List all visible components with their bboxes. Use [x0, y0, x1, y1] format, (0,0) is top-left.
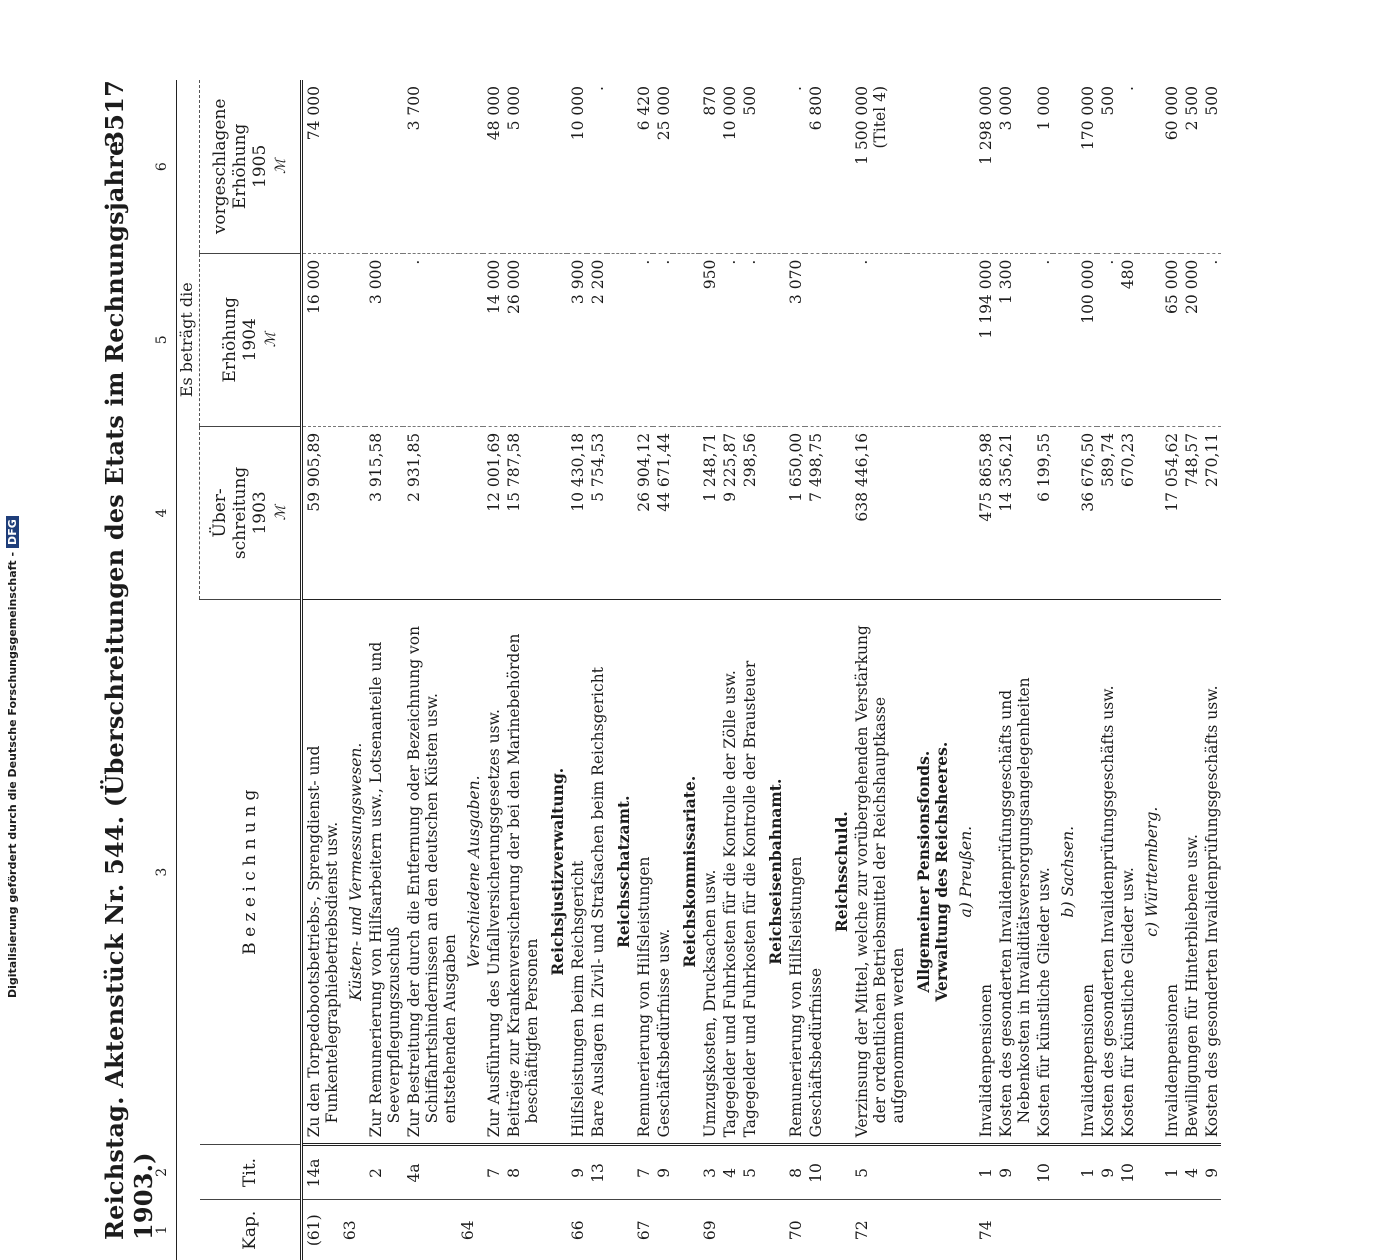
- tit-cell: 8: [503, 1145, 541, 1200]
- table-row: [699, 80, 719, 1260]
- kap-cell: [403, 1200, 459, 1260]
- ueberschreitung-1903-cell: [541, 426, 567, 599]
- erhoehung-1905-cell: [1053, 80, 1077, 253]
- kap-cell: [759, 1200, 785, 1260]
- bezeichnung-cell: Verschiedene Ausgaben.: [459, 599, 483, 1144]
- kap-cell: 63: [341, 1200, 365, 1260]
- erhoehung-1905-cell: [541, 80, 567, 253]
- tit-cell: [951, 1145, 975, 1200]
- erhoehung-1905-cell: 10 000: [567, 80, 587, 253]
- erhoehung-1905-cell: 48 000: [483, 80, 503, 253]
- ueberschreitung-1903-cell: 475 865,98: [975, 426, 995, 599]
- kap-cell: (61): [302, 1200, 342, 1260]
- table-row: [403, 80, 459, 1260]
- kap-cell: [503, 1200, 541, 1260]
- kap-header: Kap.: [200, 1200, 302, 1260]
- kap-cell: [825, 1200, 851, 1260]
- kap-cell: [907, 1200, 951, 1260]
- kap-cell: [1201, 1200, 1221, 1260]
- bezeichnung-cell: Allgemeiner Pensionsfonds. Verwaltung des Reichsheeres.: [907, 599, 951, 1144]
- column-number-row: [150, 80, 177, 1260]
- ueberschreitung-1903-cell: 14 356,21: [995, 426, 1033, 599]
- tit-cell: 10: [1033, 1145, 1053, 1200]
- bezeichnung-cell: Kosten für künstliche Glieder usw.: [1117, 599, 1137, 1144]
- tit-cell: 7: [633, 1145, 653, 1200]
- kap-cell: [673, 1200, 699, 1260]
- bezeichnung-cell: Zur Bestreitung der durch die Entfernung oder Bezeichnung von Schiffahrtshindernissen an den deutschen Küsten usw. entstehenden Ausgaben: [403, 599, 459, 1144]
- erhoehung-1905-cell: 10 000: [719, 80, 739, 253]
- table-row: [995, 80, 1033, 1260]
- bezeichnung-cell: a) Preußen.: [951, 599, 975, 1144]
- bezeichnung-cell: Reichskommissariate.: [673, 599, 699, 1144]
- table-row: [825, 80, 851, 1260]
- erhoehung-1904-cell: 3 000: [365, 253, 403, 426]
- table-row: [1053, 80, 1077, 1260]
- table-row: [759, 80, 785, 1260]
- erhoehung-1904-cell: [825, 253, 851, 426]
- ueberschreitung-1903-cell: 7 498,75: [805, 426, 825, 599]
- kap-cell: [483, 1200, 503, 1260]
- tit-cell: 5: [739, 1145, 759, 1200]
- erhoehung-1904-cell: 2 200: [587, 253, 607, 426]
- erhoehung-1905-cell: 2 500: [1181, 80, 1201, 253]
- bezeichnung-cell: Geschäftsbedürfnisse usw.: [653, 599, 673, 1144]
- bezeichnung-cell: Hilfsleistungen beim Reichsgericht: [567, 599, 587, 1144]
- ueberschreitung-1903-cell: 6 199,55: [1033, 426, 1053, 599]
- erhoehung-1904-cell: [907, 253, 951, 426]
- erhoehung-1905-cell: .: [785, 80, 805, 253]
- ueberschreitung-1903-cell: 44 671,44: [653, 426, 673, 599]
- credit-text: Digitalisierung gefördert durch die Deutsche Forschungsgemeinschaft -: [6, 551, 19, 998]
- erhoehung-1905-cell: [341, 80, 365, 253]
- bezeichnung-cell: Küsten- und Vermessungswesen.: [341, 599, 365, 1144]
- column-number: 1: [150, 1200, 177, 1260]
- erhoehung-1905-cell: 60 000: [1161, 80, 1181, 253]
- erhoehung-1904-cell: .: [403, 253, 459, 426]
- table-row: [341, 80, 365, 1260]
- ueberschreitung-1903-cell: 1 650,00: [785, 426, 805, 599]
- ueberschreitung-1903-cell: 1 248,71: [699, 426, 719, 599]
- column-number: 6: [150, 80, 177, 253]
- bezeichnung-cell: Reichsschatzamt.: [607, 599, 633, 1144]
- kap-cell: 72: [851, 1200, 907, 1260]
- kap-cell: [365, 1200, 403, 1260]
- tit-cell: [759, 1145, 785, 1200]
- tit-cell: [1053, 1145, 1077, 1200]
- ueberschreitung-1903-cell: 10 430,18: [567, 426, 587, 599]
- bezeichnung-cell: Beiträge zur Krankenversicherung der bei den Marinebehörden beschäftigten Personen: [503, 599, 541, 1144]
- erhoehung-1904-cell: .: [633, 253, 653, 426]
- kap-cell: [653, 1200, 673, 1260]
- erhoehung-1904-cell: 16 000: [302, 253, 342, 426]
- table-row: [503, 80, 541, 1260]
- erhoehung-1905-cell: 6 420: [633, 80, 653, 253]
- mark-unit: ℳ: [263, 332, 279, 348]
- ueberschreitung-header: [200, 426, 302, 599]
- erhoehung-1905-cell: 5 000: [503, 80, 541, 253]
- tit-cell: [825, 1145, 851, 1200]
- table-row: [673, 80, 699, 1260]
- page-number: 3517: [100, 80, 129, 148]
- kap-cell: 67: [633, 1200, 653, 1260]
- erhoehung-1904-cell: .: [653, 253, 673, 426]
- ueberschreitung-1903-cell: 26 904,12: [633, 426, 653, 599]
- tit-cell: [607, 1145, 633, 1200]
- erhoehung-1904-cell: 20 000: [1181, 253, 1201, 426]
- column-number: 5: [150, 253, 177, 426]
- bezeichnung-cell: Zur Remunerierung von Hilfsarbeitern usw., Lotsenanteile und Seeverpflegungszuschuß: [365, 599, 403, 1144]
- kap-cell: [739, 1200, 759, 1260]
- table-row: [739, 80, 759, 1260]
- erhoehung-1905-cell: [459, 80, 483, 253]
- bezeichnung-cell: c) Württemberg.: [1137, 599, 1161, 1144]
- kap-cell: 70: [785, 1200, 805, 1260]
- table-row: [1201, 80, 1221, 1260]
- erhoehung-1904-cell: [341, 253, 365, 426]
- kap-cell: [1117, 1200, 1137, 1260]
- erhoehung-1904-cell: .: [739, 253, 759, 426]
- tit-cell: 5: [851, 1145, 907, 1200]
- header-title: Reichstag. Aktenstück Nr. 544. (Überschreitungen des Etats im Rechnungsjahre 1903.): [100, 140, 158, 1240]
- bezeichnung-cell: Kosten des gesonderten Invalidenprüfungsgeschäfts usw.: [1097, 599, 1117, 1144]
- kap-cell: 74: [975, 1200, 995, 1260]
- erhoehung-1904-cell: 3 070: [785, 253, 805, 426]
- bezeichnung-cell: Kosten des gesonderten Invalidenprüfungsgeschäfts usw.: [1201, 599, 1221, 1144]
- erhoehung-1905-cell: 1 000: [1033, 80, 1053, 253]
- tit-cell: 13: [587, 1145, 607, 1200]
- erhoehung-1905-cell: [907, 80, 951, 253]
- ueberschreitung-1903-cell: 298,56: [739, 426, 759, 599]
- erhoehung-1905-cell: [673, 80, 699, 253]
- table-row: [633, 80, 653, 1260]
- kap-cell: [1137, 1200, 1161, 1260]
- table-row: [653, 80, 673, 1260]
- ueberschreitung-1903-cell: [673, 426, 699, 599]
- erhoehung-1904-cell: [1053, 253, 1077, 426]
- ueberschreitung-1903-cell: [907, 426, 951, 599]
- kap-cell: [995, 1200, 1033, 1260]
- tit-header: Tit.: [200, 1145, 302, 1200]
- ueberschreitung-1903-cell: 670,23: [1117, 426, 1137, 599]
- erhoehung-1905-cell: [759, 80, 785, 253]
- erhoehung-1905-label: vorgeschlagene Erhöhung 1905: [210, 98, 270, 235]
- tit-cell: 7: [483, 1145, 503, 1200]
- erhoehung-1904-cell: [673, 253, 699, 426]
- tit-cell: 4: [1181, 1145, 1201, 1200]
- erhoehung-1905-cell: 870: [699, 80, 719, 253]
- table-row: [1161, 80, 1181, 1260]
- tit-cell: 8: [785, 1145, 805, 1200]
- bezeichnung-cell: Invalidenpensionen: [1161, 599, 1181, 1144]
- table-row: [567, 80, 587, 1260]
- bezeichnung-cell: Kosten des gesonderten Invalidenprüfungsgeschäfts und Nebenkosten in Invaliditätsversorgungsangelegenheiten: [995, 599, 1033, 1144]
- ueberschreitung-1903-cell: 3 915,58: [365, 426, 403, 599]
- bezeichnung-cell: Verzinsung der Mittel, welche zur vorübergehenden Verstärkung der ordentlichen Betriebsmittel der Reichshauptkasse aufgenommen werden: [851, 599, 907, 1144]
- table-row: [851, 80, 907, 1260]
- mark-unit: ℳ: [273, 505, 289, 521]
- table-row: [1033, 80, 1053, 1260]
- bezeichnung-cell: Invalidenpensionen: [975, 599, 995, 1144]
- column-number: 3: [150, 599, 177, 1144]
- bezeichnung-cell: Bewilligungen für Hinterbliebene usw.: [1181, 599, 1201, 1144]
- kap-cell: 64: [459, 1200, 483, 1260]
- ueberschreitung-1903-cell: 59 905,89: [302, 426, 342, 599]
- kap-cell: [719, 1200, 739, 1260]
- kap-cell: [607, 1200, 633, 1260]
- erhoehung-1904-cell: 3 900: [567, 253, 587, 426]
- erhoehung-1905-cell: [825, 80, 851, 253]
- erhoehung-1905-cell: [365, 80, 403, 253]
- tit-cell: 9: [995, 1145, 1033, 1200]
- bezeichnung-cell: Invalidenpensionen: [1077, 599, 1097, 1144]
- table-row: [1097, 80, 1117, 1260]
- kap-cell: [1077, 1200, 1097, 1260]
- kap-cell: [1181, 1200, 1201, 1260]
- column-label-row: [200, 80, 302, 1260]
- kap-cell: [951, 1200, 975, 1260]
- erhoehung-1905-cell: [1137, 80, 1161, 253]
- ueberschreitung-1903-cell: [1137, 426, 1161, 599]
- table-row: [719, 80, 739, 1260]
- erhoehung-1905-cell: 6 800: [805, 80, 825, 253]
- column-number: 4: [150, 426, 177, 599]
- table-row: [1181, 80, 1201, 1260]
- table-row: [975, 80, 995, 1260]
- erhoehung-1905-cell: [951, 80, 975, 253]
- tit-cell: 9: [653, 1145, 673, 1200]
- ueberschreitung-1903-cell: 2 931,85: [403, 426, 459, 599]
- tit-cell: 1: [1161, 1145, 1181, 1200]
- erhoehung-1904-cell: 14 000: [483, 253, 503, 426]
- document-page: [80, 80, 1310, 1260]
- ueberschreitung-1903-cell: 15 787,58: [503, 426, 541, 599]
- erhoehung-1904-label: Erhöhung 1904: [220, 297, 260, 383]
- erhoehung-1904-cell: 26 000: [503, 253, 541, 426]
- kap-cell: [587, 1200, 607, 1260]
- table-row: [1137, 80, 1161, 1260]
- erhoehung-1905-cell: 25 000: [653, 80, 673, 253]
- table-row: [607, 80, 633, 1260]
- erhoehung-1904-cell: [607, 253, 633, 426]
- tit-cell: 1: [975, 1145, 995, 1200]
- table-row: [483, 80, 503, 1260]
- erhoehung-1904-cell: [951, 253, 975, 426]
- bezeichnung-header: B e z e i c h n u n g: [200, 599, 302, 1144]
- kap-cell: [1053, 1200, 1077, 1260]
- erhoehung-1904-cell: [805, 253, 825, 426]
- ueberschreitung-1903-cell: 748,57: [1181, 426, 1201, 599]
- bezeichnung-cell: Tagegelder und Fuhrkosten für die Kontrolle der Zölle usw.: [719, 599, 739, 1144]
- table-row: [541, 80, 567, 1260]
- erhoehung-1905-cell: 1 500 000 (Titel 4): [851, 80, 907, 253]
- kap-cell: 66: [567, 1200, 587, 1260]
- bezeichnung-cell: Kosten für künstliche Glieder usw.: [1033, 599, 1053, 1144]
- tit-cell: 10: [1117, 1145, 1137, 1200]
- ueberschreitung-1903-cell: 9 225,87: [719, 426, 739, 599]
- bezeichnung-cell: Reichsschuld.: [825, 599, 851, 1144]
- tit-cell: [1137, 1145, 1161, 1200]
- tit-cell: [907, 1145, 951, 1200]
- erhoehung-1905-cell: 74 000: [302, 80, 342, 253]
- tit-cell: 9: [1201, 1145, 1221, 1200]
- erhoehung-1904-cell: 100 000: [1077, 253, 1097, 426]
- tit-cell: [673, 1145, 699, 1200]
- ueberschreitung-1903-cell: 270,11: [1201, 426, 1221, 599]
- table-row: [951, 80, 975, 1260]
- kap-cell: 69: [699, 1200, 719, 1260]
- tit-cell: [541, 1145, 567, 1200]
- tit-cell: [459, 1145, 483, 1200]
- ueberschreitung-1903-cell: [341, 426, 365, 599]
- erhoehung-1905-cell: 1 298 000: [975, 80, 995, 253]
- overrun-table: [150, 80, 1310, 1260]
- bezeichnung-cell: Tagegelder und Fuhrkosten für die Kontrolle der Brausteuer: [739, 599, 759, 1144]
- table-row: [1077, 80, 1097, 1260]
- tit-cell: 10: [805, 1145, 825, 1200]
- running-header: [80, 80, 158, 1260]
- ueberschreitung-1903-cell: 5 754,53: [587, 426, 607, 599]
- erhoehung-1904-cell: 65 000: [1161, 253, 1181, 426]
- erhoehung-1904-cell: .: [1097, 253, 1117, 426]
- tit-cell: 9: [1097, 1145, 1117, 1200]
- erhoehung-1904-cell: 950: [699, 253, 719, 426]
- bezeichnung-cell: b) Sachsen.: [1053, 599, 1077, 1144]
- ueberschreitung-1903-cell: [825, 426, 851, 599]
- table-row: [907, 80, 951, 1260]
- ueberschreitung-1903-cell: 17 054,62: [1161, 426, 1181, 599]
- table-row: [587, 80, 607, 1260]
- ueberschreitung-1903-cell: 589,74: [1097, 426, 1117, 599]
- kap-cell: [805, 1200, 825, 1260]
- tit-cell: 3: [699, 1145, 719, 1200]
- table-body: [302, 80, 1222, 1260]
- kap-cell: [1161, 1200, 1181, 1260]
- erhoehung-1904-header: [200, 253, 302, 426]
- ueberschreitung-1903-cell: [951, 426, 975, 599]
- bezeichnung-cell: Reichseisenbahnamt.: [759, 599, 785, 1144]
- erhoehung-1905-header: [200, 80, 302, 253]
- kap-cell: [541, 1200, 567, 1260]
- table-row: [365, 80, 403, 1260]
- digitization-credit: [6, 516, 19, 998]
- table-row: [805, 80, 825, 1260]
- ueberschreitung-1903-cell: [1053, 426, 1077, 599]
- erhoehung-1904-cell: .: [851, 253, 907, 426]
- ueberschreitung-1903-cell: 638 446,16: [851, 426, 907, 599]
- erhoehung-1904-cell: .: [1201, 253, 1221, 426]
- mark-unit: ℳ: [273, 158, 289, 174]
- table-row: [1117, 80, 1137, 1260]
- dfg-logo: DFG: [6, 516, 19, 548]
- ueberschreitung-1903-cell: [459, 426, 483, 599]
- tit-cell: [341, 1145, 365, 1200]
- group-header: Es beträgt die: [177, 80, 200, 599]
- bezeichnung-cell: Zur Ausführung des Unfallversicherungsgesetzes usw.: [483, 599, 503, 1144]
- tit-cell: 1: [1077, 1145, 1097, 1200]
- ueberschreitung-1903-cell: 36 676,50: [1077, 426, 1097, 599]
- erhoehung-1904-cell: 1 300: [995, 253, 1033, 426]
- erhoehung-1904-cell: 1 194 000: [975, 253, 995, 426]
- bezeichnung-cell: Geschäftsbedürfnisse: [805, 599, 825, 1144]
- tit-cell: 14a: [302, 1145, 342, 1200]
- erhoehung-1904-cell: [459, 253, 483, 426]
- erhoehung-1905-cell: 500: [1201, 80, 1221, 253]
- erhoehung-1905-cell: 3 000: [995, 80, 1033, 253]
- ueberschreitung-1903-cell: [607, 426, 633, 599]
- table-row: [459, 80, 483, 1260]
- bezeichnung-cell: Bare Auslagen in Zivil- und Strafsachen beim Reichsgericht: [587, 599, 607, 1144]
- tit-cell: 4: [719, 1145, 739, 1200]
- tit-cell: 4a: [403, 1145, 459, 1200]
- erhoehung-1905-cell: 170 000: [1077, 80, 1097, 253]
- ueberschreitung-1903-cell: 12 001,69: [483, 426, 503, 599]
- tit-cell: 2: [365, 1145, 403, 1200]
- table-row: [785, 80, 805, 1260]
- erhoehung-1904-cell: [541, 253, 567, 426]
- bezeichnung-cell: Remunerierung von Hilfsleistungen: [633, 599, 653, 1144]
- bezeichnung-cell: Remunerierung von Hilfsleistungen: [785, 599, 805, 1144]
- bezeichnung-cell: Zu den Torpedobootsbetriebs-, Sprengdienst- und Funkentelegraphiebetriebsdienst usw.: [302, 599, 342, 1144]
- erhoehung-1904-cell: [759, 253, 785, 426]
- group-header-row: [177, 80, 200, 1260]
- column-number: 2: [150, 1145, 177, 1200]
- kap-cell: [1033, 1200, 1053, 1260]
- erhoehung-1905-cell: 500: [1097, 80, 1117, 253]
- erhoehung-1904-cell: .: [719, 253, 739, 426]
- erhoehung-1905-cell: .: [1117, 80, 1137, 253]
- erhoehung-1905-cell: .: [587, 80, 607, 253]
- ueberschreitung-1903-cell: [759, 426, 785, 599]
- erhoehung-1905-cell: 3 700: [403, 80, 459, 253]
- erhoehung-1905-cell: [607, 80, 633, 253]
- kap-cell: [1097, 1200, 1117, 1260]
- bezeichnung-cell: Umzugskosten, Drucksachen usw.: [699, 599, 719, 1144]
- ueberschreitung-label: Über- schreitung 1903: [210, 466, 270, 560]
- table-row: [302, 80, 342, 1260]
- erhoehung-1904-cell: .: [1033, 253, 1053, 426]
- bezeichnung-cell: Reichsjustizverwaltung.: [541, 599, 567, 1144]
- erhoehung-1904-cell: [1137, 253, 1161, 426]
- erhoehung-1904-cell: 480: [1117, 253, 1137, 426]
- tit-cell: 9: [567, 1145, 587, 1200]
- erhoehung-1905-cell: 500: [739, 80, 759, 253]
